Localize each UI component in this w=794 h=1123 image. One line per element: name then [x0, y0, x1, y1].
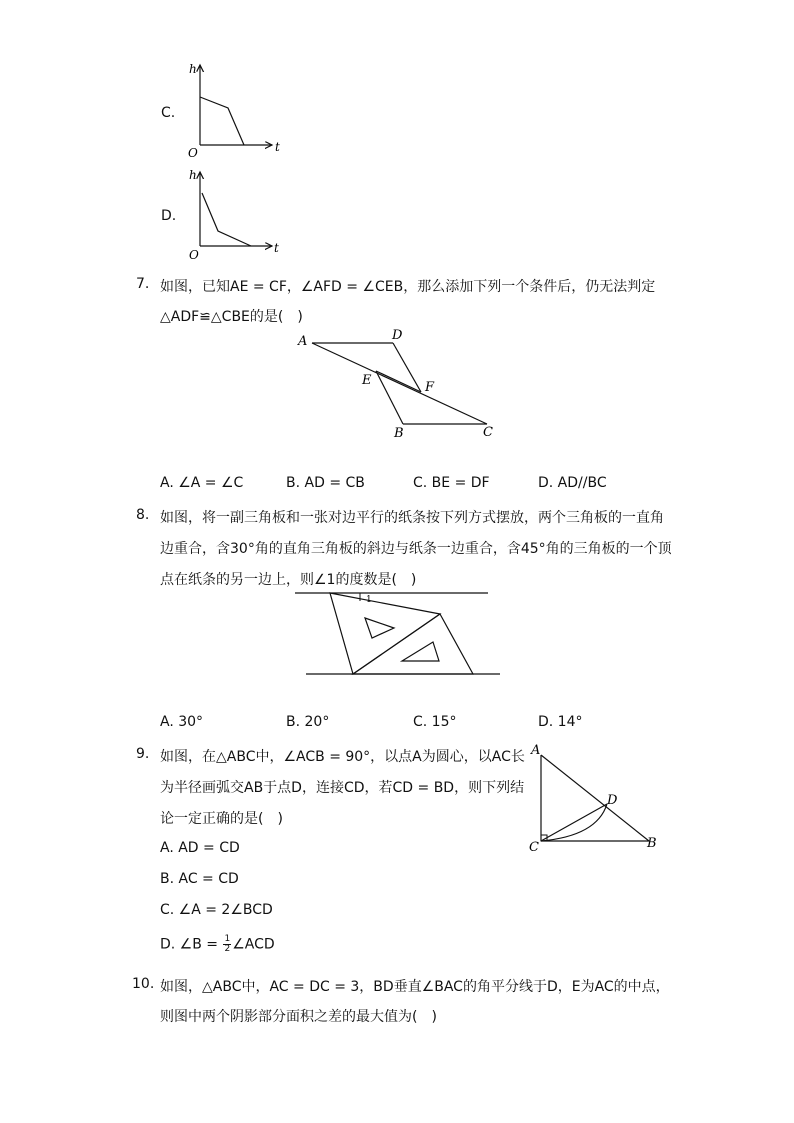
- q8-number: 8.: [136, 507, 150, 523]
- q7-text-line1: 如图，已知AE = CF，∠AFD = ∠CEB，那么添加下列一个条件后，仍无法判定: [160, 279, 656, 295]
- q10-text-line1: 如图，△ABC中，AC = DC = 3，BD垂直∠BAC的角平分线于D，E为AC的中点，: [160, 979, 670, 995]
- q6-graph-c: [180, 60, 290, 160]
- q7-point-c: C: [483, 425, 493, 440]
- q6-d-axis-t: t: [274, 241, 279, 255]
- q7-point-a: A: [298, 334, 308, 349]
- q7-number: 7.: [136, 276, 150, 292]
- q6-option-d-label: D.: [161, 208, 177, 224]
- q7-option-a[interactable]: A. ∠A = ∠C: [160, 475, 244, 491]
- q9-option-a[interactable]: A. AD = CD: [160, 840, 240, 856]
- q8-text-line2: 边重合，含30°角的直角三角板的斜边与纸条一边重合，含45°角的三角板的一个顶: [160, 541, 672, 557]
- q8-option-c[interactable]: C. 15°: [413, 714, 457, 730]
- q10-text-line2: 则图中两个阴影部分面积之差的最大值为( ): [160, 1009, 437, 1025]
- q8-option-b[interactable]: B. 20°: [286, 714, 330, 730]
- q9-text-line3: 论一定正确的是( ): [160, 811, 283, 827]
- q8-triangle-45-inner: [402, 642, 439, 661]
- q9-figure: [525, 740, 665, 860]
- q9-option-d-denominator: 2: [224, 944, 231, 954]
- q8-option-a[interactable]: A. 30°: [160, 714, 204, 730]
- q7-point-f: F: [425, 380, 435, 395]
- q6-c-axis-h: h: [189, 62, 197, 76]
- q6-option-d: [160, 165, 300, 265]
- q9-text-line1: 如图，在△ABC中，∠ACB = 90°，以点A为圆心，以AC长: [160, 749, 525, 765]
- q6-c-origin: O: [188, 146, 198, 160]
- q9-point-a: A: [531, 743, 541, 758]
- q9-point-c: C: [529, 840, 539, 855]
- q8-text-line3: 点在纸条的另一边上，则∠1的度数是( ): [160, 572, 417, 588]
- q8-triangle-30: [330, 593, 440, 674]
- q8-figure: [290, 585, 505, 685]
- q7-option-b[interactable]: B. AD = CB: [286, 475, 365, 491]
- q6-d-curve: [202, 193, 251, 246]
- q6-d-origin: O: [189, 248, 199, 262]
- q8-angle-1-label: 1: [366, 595, 372, 605]
- q9-option-b[interactable]: B. AC = CD: [160, 871, 239, 887]
- q7-option-d[interactable]: D. AD//BC: [538, 475, 607, 491]
- q9-point-b: B: [647, 836, 657, 851]
- q9-option-d-prefix: D. ∠B =: [160, 936, 223, 953]
- q7-segment-df: [393, 343, 421, 392]
- q10-number: 10.: [132, 976, 155, 992]
- q7-option-c[interactable]: C. BE = DF: [413, 475, 490, 491]
- q6-option-c: [160, 60, 300, 160]
- q9-segment-ab: [541, 755, 649, 841]
- q6-c-axis-t: t: [275, 140, 280, 154]
- q7-text-line2: △ADF≌△CBE的是( ): [160, 309, 303, 325]
- q7-point-b: B: [394, 426, 404, 441]
- q8-triangle-45: [353, 614, 473, 674]
- q8-triangle-30-inner: [365, 618, 394, 638]
- q6-graph-d: [180, 165, 290, 265]
- q9-option-d-suffix: ∠ACD: [232, 936, 275, 953]
- q7-point-e: E: [362, 373, 372, 388]
- q8-option-d[interactable]: D. 14°: [538, 714, 583, 730]
- q7-figure: [290, 325, 510, 445]
- q6-option-c-label: C.: [161, 105, 176, 121]
- q9-point-d: D: [607, 793, 618, 808]
- q9-option-d-numerator: 1: [224, 934, 231, 944]
- q9-option-d[interactable]: [160, 935, 275, 954]
- q9-segment-cd: [541, 804, 607, 841]
- q8-text-line1: 如图，将一副三角板和一张对边平行的纸条按下列方式摆放，两个三角板的一直角: [160, 510, 664, 526]
- q9-number: 9.: [136, 746, 150, 762]
- q6-c-curve: [200, 97, 244, 145]
- q7-point-d: D: [392, 328, 403, 343]
- q7-segment-ef: [376, 371, 421, 392]
- q6-d-axis-h: h: [189, 168, 197, 182]
- q9-text-line2: 为半径画弧交AB于点D，连接CD，若CD = BD，则下列结: [160, 780, 525, 796]
- q9-option-d-fraction: [223, 935, 231, 954]
- q9-option-c[interactable]: C. ∠A = 2∠BCD: [160, 902, 273, 918]
